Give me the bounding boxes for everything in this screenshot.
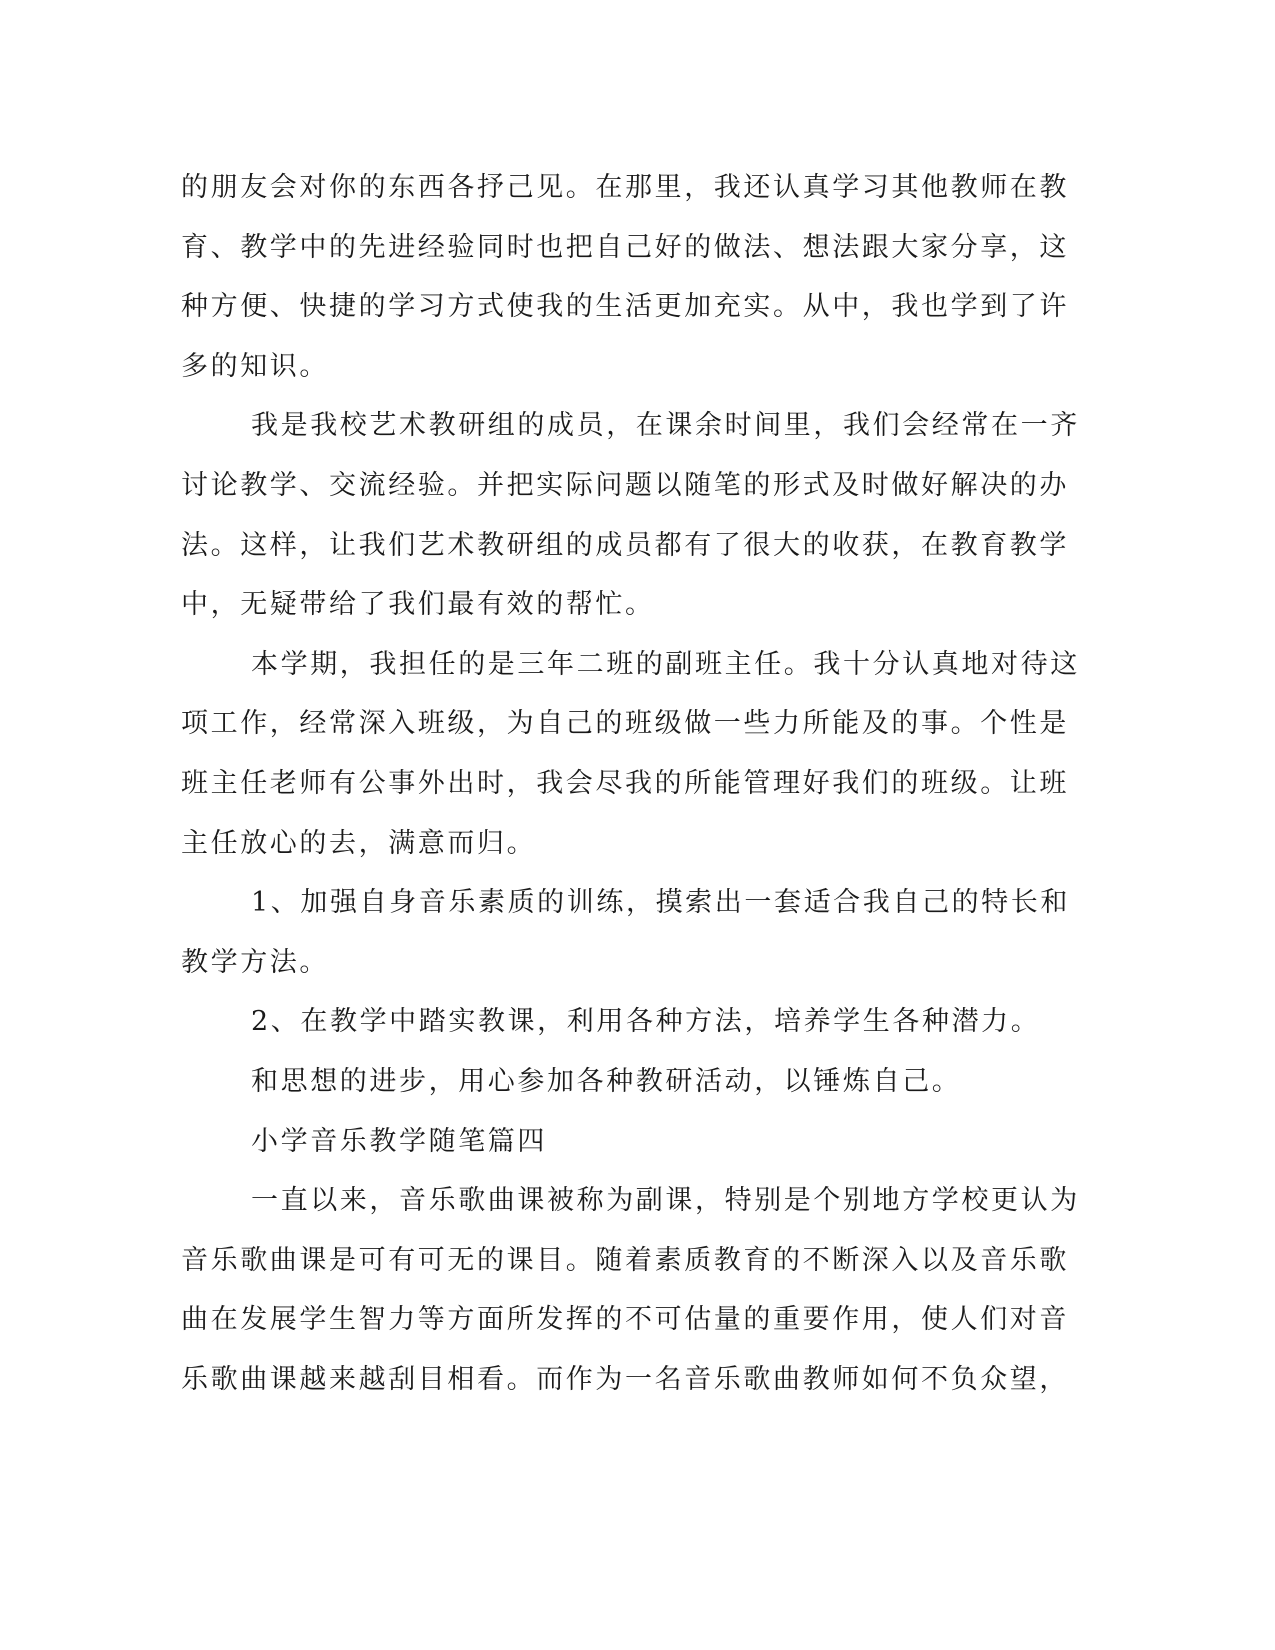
text-line: 中，无疑带给了我们最有效的帮忙。 <box>181 589 655 621</box>
document-body <box>181 158 1080 1409</box>
text-line: 主任放心的去，满意而归。 <box>181 827 537 859</box>
text-line: 音乐歌曲课是可有可无的课目。随着素质教育的不断深入以及音乐歌 <box>181 1244 1069 1276</box>
text-line: 多的知识。 <box>181 350 329 382</box>
paragraph-start-line: 我是我校艺术教研组的成员，在课余时间里，我们会经常在一齐 <box>251 410 1080 442</box>
paragraph-start-line: 一直以来，音乐歌曲课被称为副课，特别是个别地方学校更认为 <box>251 1185 1080 1217</box>
text-line: 教学方法。 <box>181 946 329 978</box>
text-line: 乐歌曲课越来越刮目相看。而作为一名音乐歌曲教师如何不负众望， <box>181 1363 1069 1395</box>
list-item-line: 1、加强自身音乐素质的训练，摸索出一套适合我自己的特长和 <box>251 887 1070 919</box>
text-line: 曲在发展学生智力等方面所发挥的不可估量的重要作用，使人们对音 <box>181 1304 1069 1336</box>
text-line: 法。这样，让我们艺术教研组的成员都有了很大的收获，在教育教学 <box>181 529 1069 561</box>
text-line: 项工作，经常深入班级，为自己的班级做一些力所能及的事。个性是 <box>181 708 1069 740</box>
paragraph-start-line: 本学期，我担任的是三年二班的副班主任。我十分认真地对待这 <box>251 648 1080 680</box>
text-line: 的朋友会对你的东西各抒己见。在那里，我还认真学习其他教师在教 <box>181 172 1069 203</box>
paragraph-start-line: 和思想的进步，用心参加各种教研活动，以锤炼自己。 <box>251 1065 962 1097</box>
text-line: 种方便、快捷的学习方式使我的生活更加充实。从中，我也学到了许 <box>181 291 1069 323</box>
list-item-line: 2、在教学中踏实教课，利用各种方法，培养学生各种潜力。 <box>251 1006 1041 1038</box>
text-line: 讨论教学、交流经验。并把实际问题以随笔的形式及时做好解决的办 <box>181 469 1069 501</box>
section-heading: 小学音乐教学随笔篇四 <box>251 1125 547 1157</box>
text-line: 班主任老师有公事外出时，我会尽我的所能管理好我们的班级。让班 <box>181 767 1069 799</box>
text-line: 育、教学中的先进经验同时也把自己好的做法、想法跟大家分享，这 <box>181 231 1069 263</box>
